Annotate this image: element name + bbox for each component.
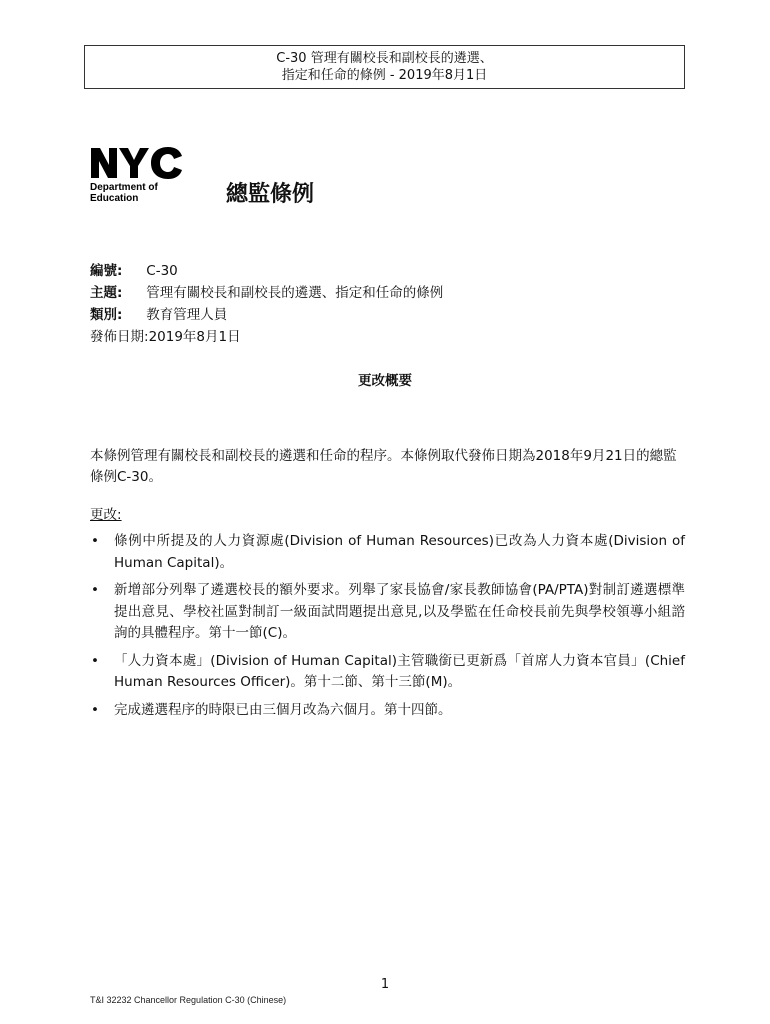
change-text: 完成遴選程序的時限已由三個月改為六個月。第十四節。 xyxy=(114,701,452,718)
intro-paragraph: 本條例管理有關校長和副校長的遴選和任命的程序。本條例取代發佈日期為2018年9月21日的總監條例C-30。 xyxy=(90,448,677,485)
meta-date-row xyxy=(90,326,443,348)
nyc-logo-icon xyxy=(90,146,185,180)
logo-text xyxy=(90,182,158,204)
regulation-metadata xyxy=(90,260,443,348)
bullet-icon: • xyxy=(91,701,99,718)
nyc-doe-logo xyxy=(90,146,185,206)
logo-line-2: Education xyxy=(90,193,139,204)
document-header-box xyxy=(84,45,685,89)
meta-date-label: 發佈日期: xyxy=(90,329,149,345)
changes-label: 更改: xyxy=(90,507,122,523)
meta-subject-label: 主題: xyxy=(90,285,123,301)
change-item xyxy=(90,531,685,574)
header-line-2: 指定和任命的條例 - 2019年8月1日 xyxy=(281,68,488,83)
footer-text: T&I 32232 Chancellor Regulation C-30 (Chinese) xyxy=(90,995,287,1005)
change-text: 「人力資本處」(Division of Human Capital)主管職銜已更新爲「首席人力資本官員」(Chief Human Resources Officer)。第十二節、第十三節(M)。 xyxy=(114,652,685,690)
meta-category-value: 教育管理人員 xyxy=(146,307,228,323)
meta-number-label: 編號: xyxy=(90,263,123,279)
bullet-icon: • xyxy=(91,533,99,549)
change-item xyxy=(90,651,685,694)
meta-subject-row xyxy=(90,282,443,304)
changes-list xyxy=(90,531,685,727)
logo-line-1: Department of xyxy=(90,182,158,193)
change-item xyxy=(90,700,685,722)
meta-category-label: 類別: xyxy=(90,307,123,323)
meta-number-value: C-30 xyxy=(146,263,178,279)
change-text: 新增部分列舉了遴選校長的額外要求。列舉了家長協會/家長教師協會(PA/PTA)對制訂遴選標準提出意見、學校社區對制訂一級面試問題提出意見,以及學監在任命校長前先與學校領導小組諮詢的具體程序。第十一節(C)。 xyxy=(114,582,685,641)
change-text: 條例中所提及的人力資源處(Division of Human Resources)已改為人力資本處(Division of Human Capital)。 xyxy=(114,533,685,571)
page-number: 1 xyxy=(380,977,390,992)
meta-date-value: 2019年8月1日 xyxy=(148,329,241,345)
meta-number-row xyxy=(90,260,443,282)
header-line-1: C-30 管理有關校長和副校長的遴選、 xyxy=(276,51,493,66)
meta-category-row xyxy=(90,304,443,326)
bullet-icon: • xyxy=(91,652,99,669)
change-item xyxy=(90,580,685,645)
summary-heading: 更改概要 xyxy=(358,373,412,389)
bullet-icon: • xyxy=(91,582,99,598)
document-title: 總監條例 xyxy=(226,182,315,207)
meta-subject-value: 管理有關校長和副校長的遴選、指定和任命的條例 xyxy=(146,285,444,301)
